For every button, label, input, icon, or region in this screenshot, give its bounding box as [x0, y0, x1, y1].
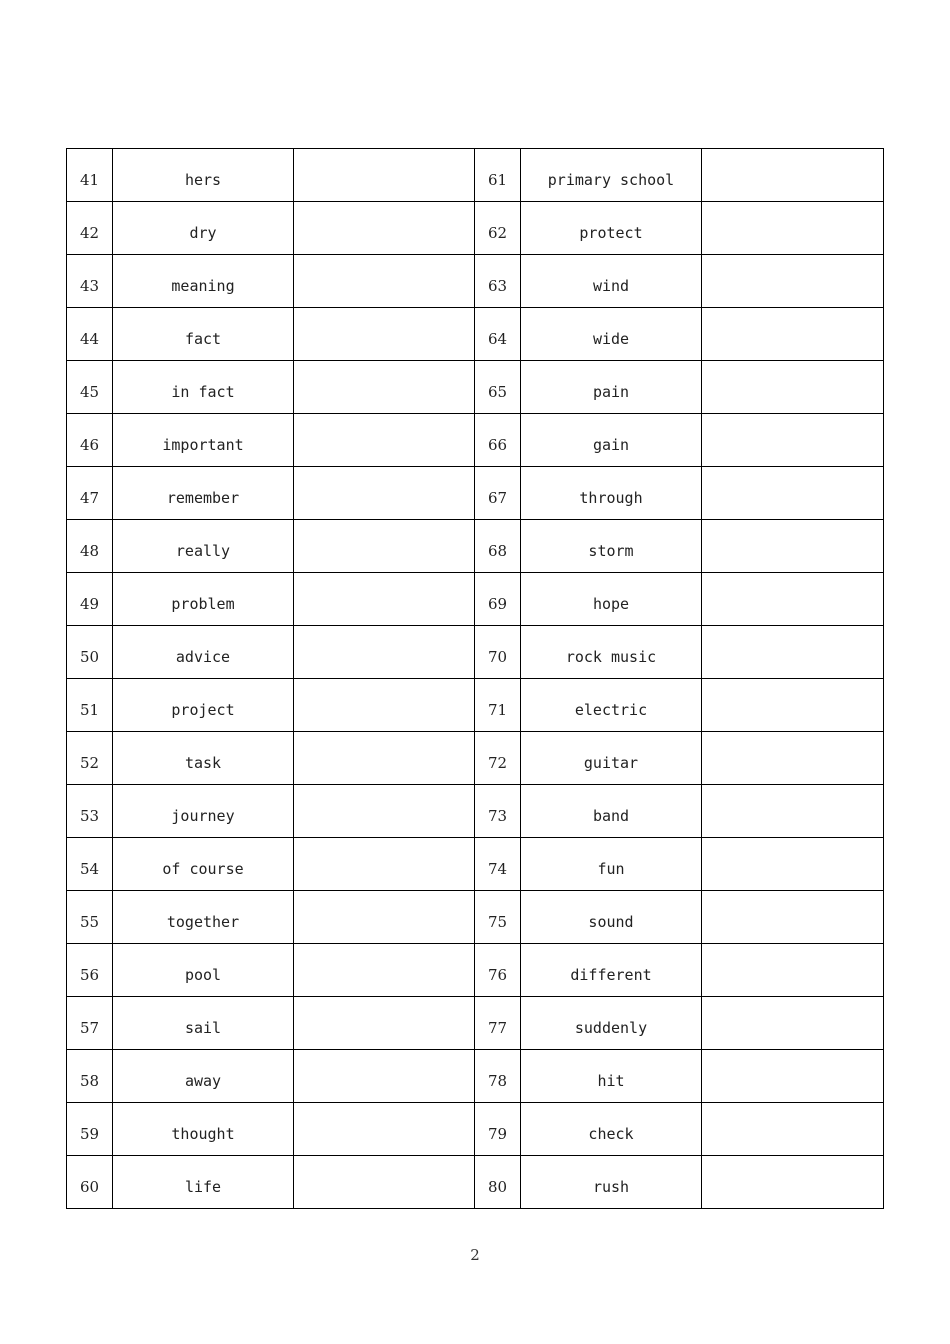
- item-number-left: 55: [67, 891, 113, 944]
- item-number-left: 49: [67, 573, 113, 626]
- item-number-left: 50: [67, 626, 113, 679]
- answer-blank-left[interactable]: [294, 202, 475, 255]
- vocab-word-right: suddenly: [521, 997, 702, 1050]
- vocab-word-left: in fact: [113, 361, 294, 414]
- answer-blank-left[interactable]: [294, 414, 475, 467]
- answer-blank-right[interactable]: [702, 202, 884, 255]
- vocab-word-right: band: [521, 785, 702, 838]
- item-number-right: 63: [475, 255, 521, 308]
- item-number-left: 58: [67, 1050, 113, 1103]
- vocab-word-right: wind: [521, 255, 702, 308]
- table-row: [67, 1103, 884, 1156]
- item-number-right: 74: [475, 838, 521, 891]
- vocab-word-right: rush: [521, 1156, 702, 1209]
- vocab-word-left: journey: [113, 785, 294, 838]
- answer-blank-left[interactable]: [294, 361, 475, 414]
- vocabulary-table-body: [67, 149, 884, 1209]
- answer-blank-right[interactable]: [702, 520, 884, 573]
- answer-blank-left[interactable]: [294, 944, 475, 997]
- item-number-left: 53: [67, 785, 113, 838]
- item-number-left: 60: [67, 1156, 113, 1209]
- vocab-word-left: fact: [113, 308, 294, 361]
- vocab-word-right: fun: [521, 838, 702, 891]
- item-number-left: 52: [67, 732, 113, 785]
- vocab-word-left: really: [113, 520, 294, 573]
- answer-blank-right[interactable]: [702, 308, 884, 361]
- page-number: 2: [470, 1246, 480, 1264]
- item-number-left: 46: [67, 414, 113, 467]
- table-row: [67, 1050, 884, 1103]
- answer-blank-right[interactable]: [702, 1050, 884, 1103]
- table-row: [67, 732, 884, 785]
- vocab-word-left: sail: [113, 997, 294, 1050]
- table-row: [67, 149, 884, 202]
- item-number-right: 75: [475, 891, 521, 944]
- answer-blank-left[interactable]: [294, 467, 475, 520]
- item-number-right: 72: [475, 732, 521, 785]
- vocab-word-right: wide: [521, 308, 702, 361]
- table-row: [67, 361, 884, 414]
- answer-blank-left[interactable]: [294, 520, 475, 573]
- answer-blank-right[interactable]: [702, 891, 884, 944]
- vocab-word-right: gain: [521, 414, 702, 467]
- item-number-right: 78: [475, 1050, 521, 1103]
- vocab-word-left: dry: [113, 202, 294, 255]
- answer-blank-left[interactable]: [294, 997, 475, 1050]
- answer-blank-right[interactable]: [702, 255, 884, 308]
- answer-blank-left[interactable]: [294, 149, 475, 202]
- table-row: [67, 573, 884, 626]
- item-number-left: 59: [67, 1103, 113, 1156]
- item-number-right: 73: [475, 785, 521, 838]
- item-number-right: 77: [475, 997, 521, 1050]
- item-number-left: 44: [67, 308, 113, 361]
- vocab-word-left: remember: [113, 467, 294, 520]
- item-number-left: 51: [67, 679, 113, 732]
- answer-blank-left[interactable]: [294, 255, 475, 308]
- vocab-word-right: primary school: [521, 149, 702, 202]
- answer-blank-right[interactable]: [702, 997, 884, 1050]
- item-number-right: 68: [475, 520, 521, 573]
- vocab-word-right: check: [521, 1103, 702, 1156]
- item-number-right: 71: [475, 679, 521, 732]
- answer-blank-left[interactable]: [294, 732, 475, 785]
- vocab-word-left: life: [113, 1156, 294, 1209]
- vocab-word-right: sound: [521, 891, 702, 944]
- vocab-word-left: thought: [113, 1103, 294, 1156]
- item-number-left: 56: [67, 944, 113, 997]
- answer-blank-left[interactable]: [294, 891, 475, 944]
- item-number-left: 45: [67, 361, 113, 414]
- table-row: [67, 997, 884, 1050]
- vocab-word-left: of course: [113, 838, 294, 891]
- answer-blank-left[interactable]: [294, 1156, 475, 1209]
- table-row: [67, 202, 884, 255]
- item-number-right: 67: [475, 467, 521, 520]
- table-row: [67, 944, 884, 997]
- vocab-word-right: storm: [521, 520, 702, 573]
- table-row: [67, 520, 884, 573]
- vocab-word-left: away: [113, 1050, 294, 1103]
- table-row: [67, 255, 884, 308]
- vocab-word-left: hers: [113, 149, 294, 202]
- item-number-right: 69: [475, 573, 521, 626]
- vocab-word-left: task: [113, 732, 294, 785]
- answer-blank-left[interactable]: [294, 679, 475, 732]
- vocab-word-left: pool: [113, 944, 294, 997]
- item-number-left: 47: [67, 467, 113, 520]
- vocab-word-right: electric: [521, 679, 702, 732]
- item-number-right: 66: [475, 414, 521, 467]
- item-number-right: 65: [475, 361, 521, 414]
- item-number-right: 80: [475, 1156, 521, 1209]
- answer-blank-right[interactable]: [702, 838, 884, 891]
- answer-blank-right[interactable]: [702, 1156, 884, 1209]
- answer-blank-right[interactable]: [702, 361, 884, 414]
- answer-blank-left[interactable]: [294, 838, 475, 891]
- answer-blank-left[interactable]: [294, 308, 475, 361]
- answer-blank-left[interactable]: [294, 1103, 475, 1156]
- vocab-word-left: advice: [113, 626, 294, 679]
- vocab-word-right: protect: [521, 202, 702, 255]
- answer-blank-right[interactable]: [702, 785, 884, 838]
- table-row: [67, 785, 884, 838]
- answer-blank-right[interactable]: [702, 467, 884, 520]
- table-row: [67, 1156, 884, 1209]
- vocab-word-left: project: [113, 679, 294, 732]
- table-row: [67, 891, 884, 944]
- vocab-word-right: hope: [521, 573, 702, 626]
- answer-blank-right[interactable]: [702, 149, 884, 202]
- vocab-word-left: problem: [113, 573, 294, 626]
- item-number-right: 79: [475, 1103, 521, 1156]
- item-number-left: 41: [67, 149, 113, 202]
- item-number-right: 61: [475, 149, 521, 202]
- answer-blank-right[interactable]: [702, 944, 884, 997]
- item-number-left: 43: [67, 255, 113, 308]
- vocab-word-right: pain: [521, 361, 702, 414]
- answer-blank-right[interactable]: [702, 1103, 884, 1156]
- vocab-word-left: meaning: [113, 255, 294, 308]
- item-number-left: 42: [67, 202, 113, 255]
- item-number-right: 76: [475, 944, 521, 997]
- item-number-left: 48: [67, 520, 113, 573]
- table-row: [67, 679, 884, 732]
- answer-blank-left[interactable]: [294, 785, 475, 838]
- vocab-word-right: guitar: [521, 732, 702, 785]
- table-row: [67, 467, 884, 520]
- table-row: [67, 838, 884, 891]
- table-row: [67, 308, 884, 361]
- vocab-word-left: important: [113, 414, 294, 467]
- table-row: [67, 414, 884, 467]
- vocab-word-left: together: [113, 891, 294, 944]
- answer-blank-right[interactable]: [702, 679, 884, 732]
- answer-blank-left[interactable]: [294, 573, 475, 626]
- item-number-left: 57: [67, 997, 113, 1050]
- table-row: [67, 626, 884, 679]
- item-number-right: 70: [475, 626, 521, 679]
- answer-blank-right[interactable]: [702, 573, 884, 626]
- answer-blank-left[interactable]: [294, 626, 475, 679]
- answer-blank-left[interactable]: [294, 1050, 475, 1103]
- answer-blank-right[interactable]: [702, 732, 884, 785]
- vocab-word-right: rock music: [521, 626, 702, 679]
- item-number-left: 54: [67, 838, 113, 891]
- answer-blank-right[interactable]: [702, 626, 884, 679]
- vocab-word-right: through: [521, 467, 702, 520]
- vocab-word-right: hit: [521, 1050, 702, 1103]
- vocab-word-right: different: [521, 944, 702, 997]
- vocabulary-table: [66, 148, 884, 1209]
- item-number-right: 62: [475, 202, 521, 255]
- item-number-right: 64: [475, 308, 521, 361]
- answer-blank-right[interactable]: [702, 414, 884, 467]
